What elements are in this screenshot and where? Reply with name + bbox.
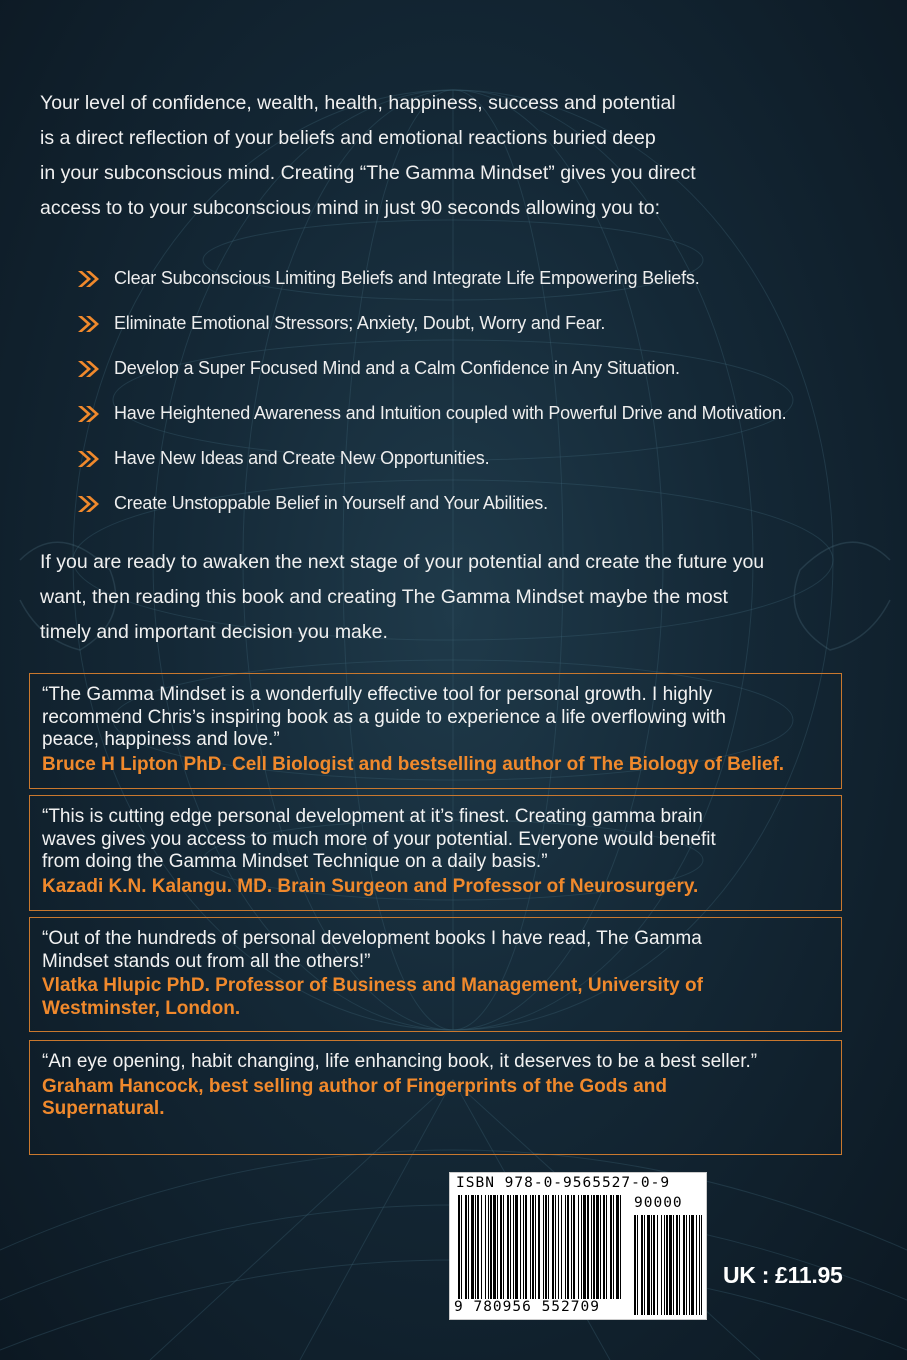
list-item-text: Create Unstoppable Belief in Yourself and Your Abilities. bbox=[114, 493, 548, 513]
barcode-bar bbox=[468, 1195, 469, 1299]
barcode-bar bbox=[689, 1215, 690, 1315]
barcode-bar bbox=[613, 1195, 614, 1299]
quote-line: from doing the Gamma Mindset Technique on a daily basis.” bbox=[42, 851, 548, 872]
barcode-bar bbox=[500, 1195, 502, 1299]
barcode-bar bbox=[535, 1195, 536, 1299]
quote-line: “Out of the hundreds of personal development books I have read, The Gamma bbox=[42, 928, 702, 949]
intro-line: access to to your subconscious mind in just 90 seconds allowing you to: bbox=[40, 197, 661, 219]
barcode-bar bbox=[523, 1195, 524, 1299]
barcode-bar bbox=[653, 1215, 655, 1315]
testimonial-box bbox=[29, 917, 842, 1032]
barcode-bar bbox=[507, 1195, 509, 1299]
barcode-bar bbox=[530, 1195, 531, 1299]
closing-line: want, then reading this book and creating The Gamma Mindset maybe the most bbox=[40, 586, 728, 608]
testimonial-quote bbox=[42, 928, 829, 973]
barcode-bar bbox=[620, 1195, 621, 1299]
barcode-bar bbox=[686, 1215, 687, 1315]
list-item bbox=[78, 481, 858, 526]
barcode-bar bbox=[600, 1195, 601, 1299]
closing-paragraph bbox=[40, 545, 820, 650]
barcode-bar bbox=[571, 1195, 572, 1299]
barcode-bar bbox=[581, 1195, 582, 1299]
quote-line: peace, happiness and love.” bbox=[42, 729, 280, 750]
double-chevron-right-icon bbox=[78, 359, 114, 379]
barcode-bar bbox=[641, 1215, 643, 1315]
isbn-label: ISBN 978-0-9565527-0-9 bbox=[456, 1175, 671, 1191]
barcode-bar bbox=[561, 1195, 562, 1299]
intro-line: in your subconscious mind. Creating “The Gamma Mindset” gives you direct bbox=[40, 162, 696, 184]
barcode-bar bbox=[610, 1195, 612, 1299]
intro-line: Your level of confidence, wealth, health, happiness, success and potential bbox=[40, 92, 676, 114]
testimonial-box bbox=[29, 673, 842, 789]
list-item-text: Clear Subconscious Limiting Beliefs and Integrate Life Empowering Beliefs. bbox=[114, 268, 700, 288]
barcode-bar bbox=[603, 1195, 605, 1299]
barcode-bar bbox=[696, 1215, 697, 1315]
author-line: Supernatural. bbox=[42, 1098, 165, 1119]
barcode-bar bbox=[503, 1195, 504, 1299]
barcode-bar bbox=[493, 1195, 496, 1299]
double-chevron-right-icon bbox=[78, 269, 114, 289]
quote-line: waves gives you access to much more of your potential. Everyone would benefit bbox=[42, 828, 716, 850]
barcode-bar bbox=[644, 1215, 645, 1315]
barcode-bar bbox=[548, 1195, 549, 1299]
isbn-barcode bbox=[449, 1172, 707, 1320]
barcode-bar bbox=[637, 1215, 638, 1315]
barcode-bar bbox=[578, 1195, 579, 1299]
double-chevron-right-icon bbox=[78, 494, 114, 514]
testimonial-box bbox=[29, 795, 842, 911]
quote-line: Mindset stands out from all the others!” bbox=[42, 950, 371, 972]
ean-number: 9 780956 552709 bbox=[454, 1299, 600, 1315]
barcode-bar bbox=[481, 1195, 482, 1299]
author-line: Vlatka Hlupic PhD. Professor of Business and Management, University of bbox=[42, 975, 703, 996]
list-item-text: Have Heightened Awareness and Intuition coupled with Powerful Drive and Motivation. bbox=[114, 403, 787, 423]
barcode-bar bbox=[587, 1195, 589, 1299]
barcode-bar bbox=[497, 1195, 498, 1299]
barcode-bar bbox=[485, 1195, 486, 1299]
barcode-bar bbox=[490, 1195, 492, 1299]
barcode-bar bbox=[593, 1195, 595, 1299]
quote-line: “This is cutting edge personal development at it’s finest. Creating gamma brain bbox=[42, 806, 703, 827]
testimonial-author bbox=[42, 975, 829, 1020]
list-item bbox=[78, 346, 858, 391]
double-chevron-right-icon bbox=[78, 314, 114, 334]
testimonial-quote bbox=[42, 684, 829, 752]
testimonial-author bbox=[42, 876, 829, 899]
barcode-bar bbox=[475, 1195, 476, 1299]
barcode-bar bbox=[565, 1195, 566, 1299]
barcode-bar bbox=[701, 1215, 702, 1315]
barcode-bar bbox=[666, 1215, 668, 1315]
list-item bbox=[78, 301, 858, 346]
barcode-bar bbox=[651, 1215, 652, 1315]
barcode-bar bbox=[657, 1215, 658, 1315]
barcode-bar bbox=[606, 1195, 607, 1299]
barcode-bar bbox=[558, 1195, 559, 1299]
barcode-bar bbox=[567, 1195, 569, 1299]
intro-paragraph bbox=[40, 86, 780, 226]
barcode-bar bbox=[532, 1195, 534, 1299]
barcode-bar bbox=[691, 1215, 694, 1315]
barcode-bar bbox=[573, 1195, 575, 1299]
barcode-bar bbox=[634, 1215, 636, 1315]
barcode-bar bbox=[471, 1195, 474, 1299]
author-line: Westminster, London. bbox=[42, 997, 241, 1019]
list-item bbox=[78, 436, 858, 481]
barcode-bar bbox=[596, 1195, 599, 1299]
closing-line: If you are ready to awaken the next stage of your potential and create the future you bbox=[40, 551, 765, 573]
barcode-bar bbox=[664, 1215, 665, 1315]
barcode-bar bbox=[555, 1195, 556, 1299]
barcode-bar bbox=[616, 1195, 619, 1299]
barcode-bar bbox=[510, 1195, 511, 1299]
author-line: Bruce H Lipton PhD. Cell Biologist and bestselling author of The Biology of Belief. bbox=[42, 753, 785, 775]
list-item-text: Have New Ideas and Create New Opportunities. bbox=[114, 448, 490, 468]
list-item-text: Develop a Super Focused Mind and a Calm Confidence in Any Situation. bbox=[114, 358, 680, 378]
testimonial-author bbox=[42, 1076, 829, 1121]
barcode-bar bbox=[683, 1215, 685, 1315]
barcode-bar bbox=[513, 1195, 514, 1299]
barcode-bar bbox=[538, 1195, 540, 1299]
barcode-bar bbox=[676, 1215, 678, 1315]
barcode-bar bbox=[477, 1195, 479, 1299]
addon-code: 90000 bbox=[634, 1195, 683, 1211]
author-line: Kazadi K.N. Kalangu. MD. Brain Surgeon and Professor of Neurosurgery. bbox=[42, 875, 699, 897]
author-line: Graham Hancock, best selling author of Fingerprints of the Gods and bbox=[42, 1075, 667, 1097]
barcode-bar bbox=[583, 1195, 586, 1299]
double-chevron-right-icon bbox=[78, 404, 114, 424]
barcode-bar bbox=[543, 1195, 544, 1299]
testimonial-quote bbox=[42, 1051, 829, 1074]
price-label: UK : £11.95 bbox=[723, 1262, 843, 1288]
barcode-bar bbox=[458, 1195, 460, 1299]
barcode-bar bbox=[515, 1195, 518, 1299]
barcode-bar bbox=[673, 1215, 674, 1315]
benefit-list bbox=[78, 256, 858, 526]
barcode-bar bbox=[488, 1195, 489, 1299]
barcode-bar bbox=[679, 1215, 680, 1315]
barcode-bar bbox=[661, 1215, 662, 1315]
testimonial-author bbox=[42, 754, 829, 777]
barcode-bar bbox=[699, 1215, 700, 1315]
list-item-text: Eliminate Emotional Stressors; Anxiety, Doubt, Worry and Fear. bbox=[114, 313, 606, 333]
testimonial-box bbox=[29, 1040, 842, 1155]
quote-line: recommend Chris’s inspiring book as a guide to experience a life overflowing with bbox=[42, 706, 726, 728]
barcode-bar bbox=[461, 1195, 462, 1299]
barcode-bar bbox=[669, 1215, 672, 1315]
testimonial-quote bbox=[42, 806, 829, 874]
closing-line: timely and important decision you make. bbox=[40, 621, 388, 643]
barcode-bar bbox=[552, 1195, 554, 1299]
barcode-bar bbox=[545, 1195, 547, 1299]
barcode-bar bbox=[465, 1195, 467, 1299]
list-item bbox=[78, 256, 858, 301]
intro-line: is a direct reflection of your beliefs and emotional reactions buried deep bbox=[40, 127, 656, 149]
barcode-bar bbox=[520, 1195, 521, 1299]
barcode-bar bbox=[525, 1195, 527, 1299]
barcode-bar bbox=[647, 1215, 650, 1315]
double-chevron-right-icon bbox=[78, 449, 114, 469]
quote-line: “An eye opening, habit changing, life enhancing book, it deserves to be a best seller.” bbox=[42, 1051, 758, 1072]
barcode-bar bbox=[591, 1195, 592, 1299]
list-item bbox=[78, 391, 858, 436]
quote-line: “The Gamma Mindset is a wonderfully effective tool for personal growth. I highly bbox=[42, 684, 713, 705]
